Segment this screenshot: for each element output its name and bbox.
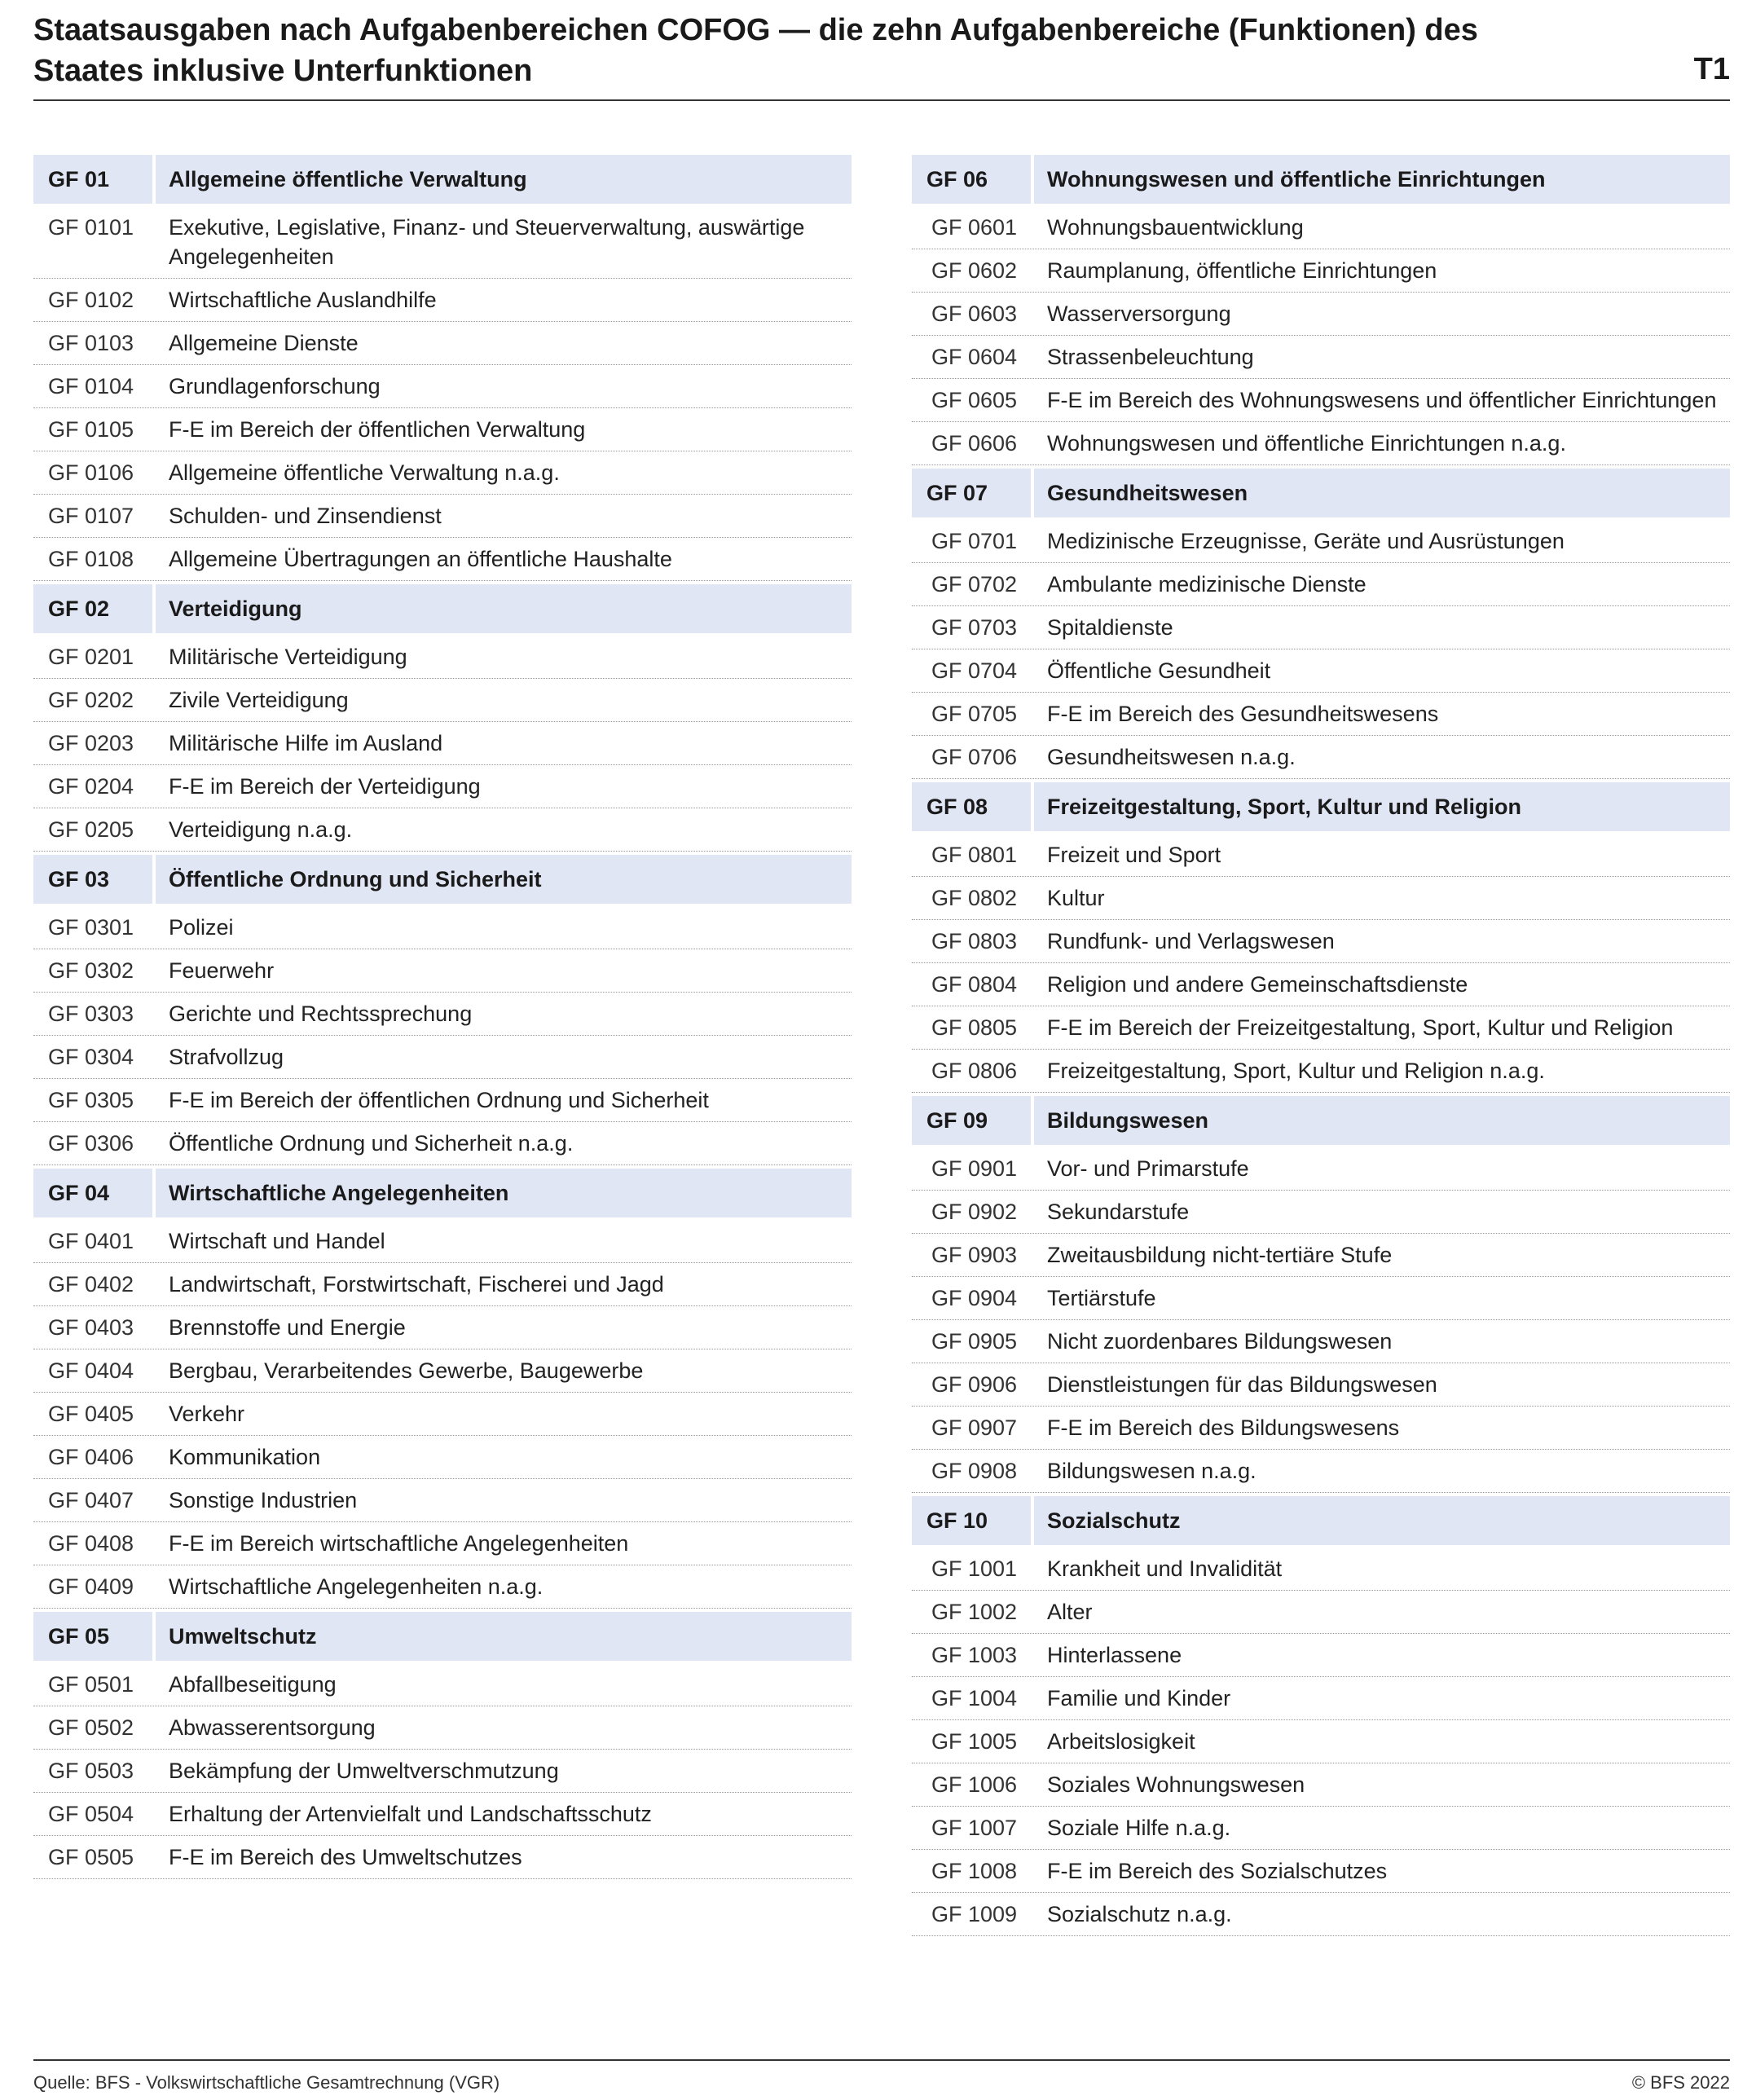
subfunction-code: GF 0405 — [48, 1402, 134, 1426]
subfunction-code: GF 0303 — [48, 1002, 134, 1026]
table-row — [33, 1436, 852, 1479]
subfunction-code: GF 0407 — [48, 1488, 134, 1512]
table-row — [33, 1393, 852, 1436]
group-code: GF 04 — [33, 1169, 152, 1217]
subfunction-code: GF 0304 — [48, 1045, 134, 1069]
subfunction-code: GF 0901 — [931, 1156, 1018, 1181]
table-row — [912, 693, 1730, 736]
table-row — [912, 1634, 1730, 1677]
subfunction-label: Abfallbeseitigung — [169, 1672, 337, 1697]
subfunction-label: Dienstleistungen für das Bildungswesen — [1047, 1372, 1437, 1397]
subfunction-code: GF 0402 — [48, 1272, 134, 1297]
subfunction-label: Vor- und Primarstufe — [1047, 1156, 1249, 1181]
subfunction-code: GF 0903 — [931, 1243, 1018, 1267]
subfunction-label: F-E im Bereich der Freizeitgestaltung, Sport, Kultur und Religion — [1047, 1015, 1674, 1040]
subfunction-label: Soziale Hilfe n.a.g. — [1047, 1816, 1231, 1840]
group-code: GF 02 — [33, 584, 152, 633]
subfunction-code: GF 0801 — [931, 843, 1018, 867]
subfunction-label: Exekutive, Legislative, Finanz- und Steuerverwaltung, auswärtige Angelegenheiten — [169, 215, 805, 269]
table-row — [912, 336, 1730, 379]
subfunction-code: GF 0404 — [48, 1358, 134, 1383]
table-row — [33, 906, 852, 949]
subfunction-code: GF 0102 — [48, 288, 134, 312]
subfunction-label: Religion und andere Gemeinschaftsdienste — [1047, 972, 1468, 997]
subfunction-label: F-E im Bereich der öffentlichen Ordnung und Sicherheit — [169, 1088, 709, 1112]
subfunction-code: GF 0806 — [931, 1059, 1018, 1083]
subfunction-label: Sekundarstufe — [1047, 1200, 1190, 1224]
table-row — [33, 1663, 852, 1706]
subfunction-label: Verkehr — [169, 1402, 245, 1426]
table-row — [912, 1363, 1730, 1407]
subfunction-label: Bildungswesen n.a.g. — [1047, 1459, 1256, 1483]
subfunction-label: Familie und Kinder — [1047, 1686, 1231, 1710]
subfunction-code: GF 0906 — [931, 1372, 1018, 1397]
table-column-left — [33, 152, 852, 1879]
subfunction-code: GF 0905 — [931, 1329, 1018, 1354]
table-row — [33, 1079, 852, 1122]
subfunction-label: Sonstige Industrien — [169, 1488, 358, 1512]
subfunction-code: GF 0705 — [931, 702, 1018, 726]
subfunction-label: Soziales Wohnungswesen — [1047, 1772, 1305, 1797]
subfunction-label: Arbeitslosigkeit — [1047, 1729, 1195, 1754]
subfunction-code: GF 0201 — [48, 645, 134, 669]
table-row — [912, 1320, 1730, 1363]
table-row — [912, 1277, 1730, 1320]
group-header-row — [33, 584, 852, 633]
subfunction-label: Erhaltung der Artenvielfalt und Landschaftsschutz — [169, 1802, 652, 1826]
table-row — [912, 1807, 1730, 1850]
group-label: Verteidigung — [156, 584, 852, 633]
table-row — [912, 249, 1730, 293]
subfunction-label: Kultur — [1047, 886, 1105, 910]
subfunction-label: Bergbau, Verarbeitendes Gewerbe, Baugewerbe — [169, 1358, 644, 1383]
subfunction-code: GF 0606 — [931, 431, 1018, 456]
group-header-row — [912, 782, 1730, 831]
subfunction-code: GF 1009 — [931, 1902, 1018, 1926]
table-row — [912, 1850, 1730, 1893]
subfunction-code: GF 0601 — [931, 215, 1018, 240]
subfunction-code: GF 1006 — [931, 1772, 1018, 1797]
table-row — [912, 1677, 1730, 1720]
subfunction-label: F-E im Bereich des Umweltschutzes — [169, 1845, 522, 1869]
subfunction-code: GF 0205 — [48, 817, 134, 842]
table-row — [33, 279, 852, 322]
group-label: Wohnungswesen und öffentliche Einrichtungen — [1034, 155, 1730, 204]
table-row — [33, 538, 852, 581]
table-row — [912, 293, 1730, 336]
subfunction-label: Sozialschutz n.a.g. — [1047, 1902, 1232, 1926]
subfunction-label: Wirtschaft und Handel — [169, 1229, 385, 1253]
table-column-right — [912, 152, 1730, 1936]
subfunction-label: Landwirtschaft, Forstwirtschaft, Fischerei und Jagd — [169, 1272, 664, 1297]
table-row — [33, 1263, 852, 1306]
subfunction-code: GF 0406 — [48, 1445, 134, 1469]
subfunction-label: Gesundheitswesen n.a.g. — [1047, 745, 1296, 769]
table-row — [33, 1750, 852, 1793]
subfunction-label: Wirtschaftliche Angelegenheiten n.a.g. — [169, 1574, 544, 1599]
group-label: Freizeitgestaltung, Sport, Kultur und Religion — [1034, 782, 1730, 831]
table-row — [33, 495, 852, 538]
subfunction-code: GF 0103 — [48, 331, 134, 355]
subfunction-label: Freizeitgestaltung, Sport, Kultur und Religion n.a.g. — [1047, 1059, 1545, 1083]
table-row — [33, 1565, 852, 1609]
subfunction-code: GF 0502 — [48, 1715, 134, 1740]
table-row — [912, 379, 1730, 422]
subfunction-label: Gerichte und Rechtssprechung — [169, 1002, 473, 1026]
table-row — [33, 1522, 852, 1565]
subfunction-code: GF 0107 — [48, 504, 134, 528]
subfunction-code: GF 1005 — [931, 1729, 1018, 1754]
table-row — [912, 1006, 1730, 1050]
subfunction-code: GF 0701 — [931, 529, 1018, 553]
source-note: Quelle: BFS - Volkswirtschaftliche Gesamtrechnung (VGR) — [33, 2072, 500, 2093]
subfunction-code: GF 0902 — [931, 1200, 1018, 1224]
group-code: GF 08 — [912, 782, 1031, 831]
subfunction-label: F-E im Bereich wirtschaftliche Angelegenheiten — [169, 1531, 629, 1556]
table-row — [912, 1050, 1730, 1093]
table-row — [33, 1122, 852, 1165]
table-row — [33, 1220, 852, 1263]
table-row — [33, 722, 852, 765]
subfunction-code: GF 0401 — [48, 1229, 134, 1253]
table-id: T1 — [1693, 52, 1730, 86]
subfunction-label: Allgemeine Übertragungen an öffentliche Haushalte — [169, 547, 672, 571]
subfunction-code: GF 0105 — [48, 417, 134, 442]
table-row — [33, 365, 852, 408]
subfunction-label: Zivile Verteidigung — [169, 688, 349, 712]
group-header-row — [912, 469, 1730, 517]
subfunction-label: Ambulante medizinische Dienste — [1047, 572, 1367, 597]
group-label: Bildungswesen — [1034, 1096, 1730, 1145]
group-label: Allgemeine öffentliche Verwaltung — [156, 155, 852, 204]
subfunction-code: GF 0803 — [931, 929, 1018, 953]
subfunction-label: Abwasserentsorgung — [169, 1715, 376, 1740]
subfunction-label: Wohnungswesen und öffentliche Einrichtungen n.a.g. — [1047, 431, 1566, 456]
subfunction-code: GF 0101 — [48, 215, 134, 240]
table-row — [912, 834, 1730, 877]
table-row — [912, 422, 1730, 465]
group-header-row — [912, 1096, 1730, 1145]
subfunction-code: GF 0702 — [931, 572, 1018, 597]
subfunction-label: Strafvollzug — [169, 1045, 284, 1069]
table-row — [912, 1191, 1730, 1234]
group-header-row — [33, 1612, 852, 1661]
group-code: GF 06 — [912, 155, 1031, 204]
subfunction-label: Verteidigung n.a.g. — [169, 817, 353, 842]
subfunction-label: Alter — [1047, 1600, 1093, 1624]
subfunction-label: Grundlagenforschung — [169, 374, 381, 398]
subfunction-code: GF 0805 — [931, 1015, 1018, 1040]
group-header-row — [912, 1496, 1730, 1545]
table-row — [33, 1349, 852, 1393]
subfunction-label: Wasserversorgung — [1047, 302, 1231, 326]
subfunction-code: GF 0802 — [931, 886, 1018, 910]
subfunction-label: Hinterlassene — [1047, 1643, 1182, 1667]
group-label: Wirtschaftliche Angelegenheiten — [156, 1169, 852, 1217]
group-code: GF 09 — [912, 1096, 1031, 1145]
subfunction-label: F-E im Bereich des Gesundheitswesens — [1047, 702, 1439, 726]
subfunction-code: GF 1004 — [931, 1686, 1018, 1710]
subfunction-code: GF 0605 — [931, 388, 1018, 412]
group-header-row — [912, 155, 1730, 204]
table-row — [33, 1836, 852, 1879]
subfunction-label: Tertiärstufe — [1047, 1286, 1156, 1310]
subfunction-label: Allgemeine Dienste — [169, 331, 359, 355]
group-code: GF 03 — [33, 855, 152, 904]
table-header — [33, 5, 1730, 101]
table-row — [912, 1893, 1730, 1936]
subfunction-code: GF 0704 — [931, 658, 1018, 683]
table-row — [912, 1720, 1730, 1763]
subfunction-label: Raumplanung, öffentliche Einrichtungen — [1047, 258, 1437, 283]
subfunction-code: GF 0504 — [48, 1802, 134, 1826]
subfunction-label: Bekämpfung der Umweltverschmutzung — [169, 1759, 559, 1783]
subfunction-label: Kommunikation — [169, 1445, 321, 1469]
table-row — [912, 736, 1730, 779]
subfunction-label: Strassenbeleuchtung — [1047, 345, 1254, 369]
page-title: Staatsausgaben nach Aufgabenbereichen COFOG — die zehn Aufgabenbereiche (Funktionen) des Staates inklusive Unterfunktionen — [33, 13, 1478, 88]
subfunction-label: Polizei — [169, 915, 234, 940]
subfunction-label: Krankheit und Invalidität — [1047, 1556, 1283, 1581]
table-row — [33, 1479, 852, 1522]
subfunction-code: GF 0706 — [931, 745, 1018, 769]
subfunction-code: GF 0202 — [48, 688, 134, 712]
subfunction-code: GF 0302 — [48, 958, 134, 983]
subfunction-code: GF 0306 — [48, 1131, 134, 1156]
subfunction-label: F-E im Bereich des Bildungswesens — [1047, 1415, 1400, 1440]
subfunction-code: GF 0403 — [48, 1315, 134, 1340]
subfunction-code: GF 0203 — [48, 731, 134, 755]
subfunction-code: GF 0907 — [931, 1415, 1018, 1440]
table-row — [33, 1793, 852, 1836]
table-row — [912, 206, 1730, 249]
table-row — [33, 408, 852, 451]
table-row — [912, 963, 1730, 1006]
table-row — [33, 993, 852, 1036]
subfunction-code: GF 0904 — [931, 1286, 1018, 1310]
table-row — [912, 1547, 1730, 1591]
subfunction-code: GF 0501 — [48, 1672, 134, 1697]
subfunction-label: F-E im Bereich des Wohnungswesens und öffentlicher Einrichtungen — [1047, 388, 1717, 412]
subfunction-code: GF 0301 — [48, 915, 134, 940]
subfunction-label: Militärische Verteidigung — [169, 645, 407, 669]
subfunction-label: Freizeit und Sport — [1047, 843, 1221, 867]
table-footer — [33, 2059, 1730, 2093]
subfunction-label: F-E im Bereich der Verteidigung — [169, 774, 481, 799]
subfunction-code: GF 0409 — [48, 1574, 134, 1599]
table-row — [33, 1706, 852, 1750]
subfunction-code: GF 1002 — [931, 1600, 1018, 1624]
table-row — [912, 877, 1730, 920]
table-row — [33, 451, 852, 495]
subfunction-label: Rundfunk- und Verlagswesen — [1047, 929, 1335, 953]
table-row — [912, 1147, 1730, 1191]
group-header-row — [33, 155, 852, 204]
subfunction-label: F-E im Bereich des Sozialschutzes — [1047, 1859, 1388, 1883]
subfunction-label: Allgemeine öffentliche Verwaltung n.a.g. — [169, 460, 560, 485]
subfunction-code: GF 0106 — [48, 460, 134, 485]
subfunction-code: GF 1007 — [931, 1816, 1018, 1840]
subfunction-code: GF 0108 — [48, 547, 134, 571]
subfunction-code: GF 0505 — [48, 1845, 134, 1869]
subfunction-label: Spitaldienste — [1047, 615, 1173, 640]
subfunction-code: GF 0305 — [48, 1088, 134, 1112]
subfunction-label: Feuerwehr — [169, 958, 275, 983]
subfunction-label: Militärische Hilfe im Ausland — [169, 731, 443, 755]
subfunction-label: Wohnungsbauentwicklung — [1047, 215, 1304, 240]
table-row — [912, 1591, 1730, 1634]
subfunction-label: Wirtschaftliche Auslandhilfe — [169, 288, 437, 312]
subfunction-code: GF 0408 — [48, 1531, 134, 1556]
subfunction-label: Öffentliche Gesundheit — [1047, 658, 1271, 683]
table-row — [912, 1407, 1730, 1450]
group-header-row — [33, 1169, 852, 1217]
group-label: Sozialschutz — [1034, 1496, 1730, 1545]
group-header-row — [33, 855, 852, 904]
subfunction-code: GF 0204 — [48, 774, 134, 799]
table-row — [33, 636, 852, 679]
subfunction-code: GF 0804 — [931, 972, 1018, 997]
group-code: GF 05 — [33, 1612, 152, 1661]
table-row — [912, 1234, 1730, 1277]
table-row — [912, 606, 1730, 649]
subfunction-code: GF 0503 — [48, 1759, 134, 1783]
subfunction-code: GF 0908 — [931, 1459, 1018, 1483]
table-row — [912, 563, 1730, 606]
subfunction-code: GF 0603 — [931, 302, 1018, 326]
subfunction-code: GF 0104 — [48, 374, 134, 398]
subfunction-label: Schulden- und Zinsendienst — [169, 504, 442, 528]
group-code: GF 01 — [33, 155, 152, 204]
table-row — [33, 206, 852, 279]
group-label: Gesundheitswesen — [1034, 469, 1730, 517]
group-code: GF 10 — [912, 1496, 1031, 1545]
group-label: Öffentliche Ordnung und Sicherheit — [156, 855, 852, 904]
table-row — [912, 1763, 1730, 1807]
subfunction-label: Zweitausbildung nicht-tertiäre Stufe — [1047, 1243, 1393, 1267]
subfunction-label: Medizinische Erzeugnisse, Geräte und Ausrüstungen — [1047, 529, 1565, 553]
subfunction-code: GF 0604 — [931, 345, 1018, 369]
table-row — [912, 649, 1730, 693]
subfunction-label: Öffentliche Ordnung und Sicherheit n.a.g. — [169, 1131, 574, 1156]
group-code: GF 07 — [912, 469, 1031, 517]
subfunction-code: GF 0602 — [931, 258, 1018, 283]
subfunction-label: F-E im Bereich der öffentlichen Verwaltung — [169, 417, 586, 442]
copyright-note: © BFS 2022 — [1631, 2072, 1730, 2093]
group-label: Umweltschutz — [156, 1612, 852, 1661]
table-row — [912, 520, 1730, 563]
table-row — [33, 322, 852, 365]
table-row — [912, 1450, 1730, 1493]
subfunction-code: GF 0703 — [931, 615, 1018, 640]
table-row — [912, 920, 1730, 963]
table-row — [33, 765, 852, 808]
table-row — [33, 949, 852, 993]
subfunction-label: Nicht zuordenbares Bildungswesen — [1047, 1329, 1393, 1354]
table-row — [33, 1036, 852, 1079]
table-row — [33, 1306, 852, 1349]
subfunction-code: GF 1008 — [931, 1859, 1018, 1883]
table-row — [33, 808, 852, 852]
subfunction-code: GF 1001 — [931, 1556, 1018, 1581]
subfunction-code: GF 1003 — [931, 1643, 1018, 1667]
table-row — [33, 679, 852, 722]
subfunction-label: Brennstoffe und Energie — [169, 1315, 406, 1340]
